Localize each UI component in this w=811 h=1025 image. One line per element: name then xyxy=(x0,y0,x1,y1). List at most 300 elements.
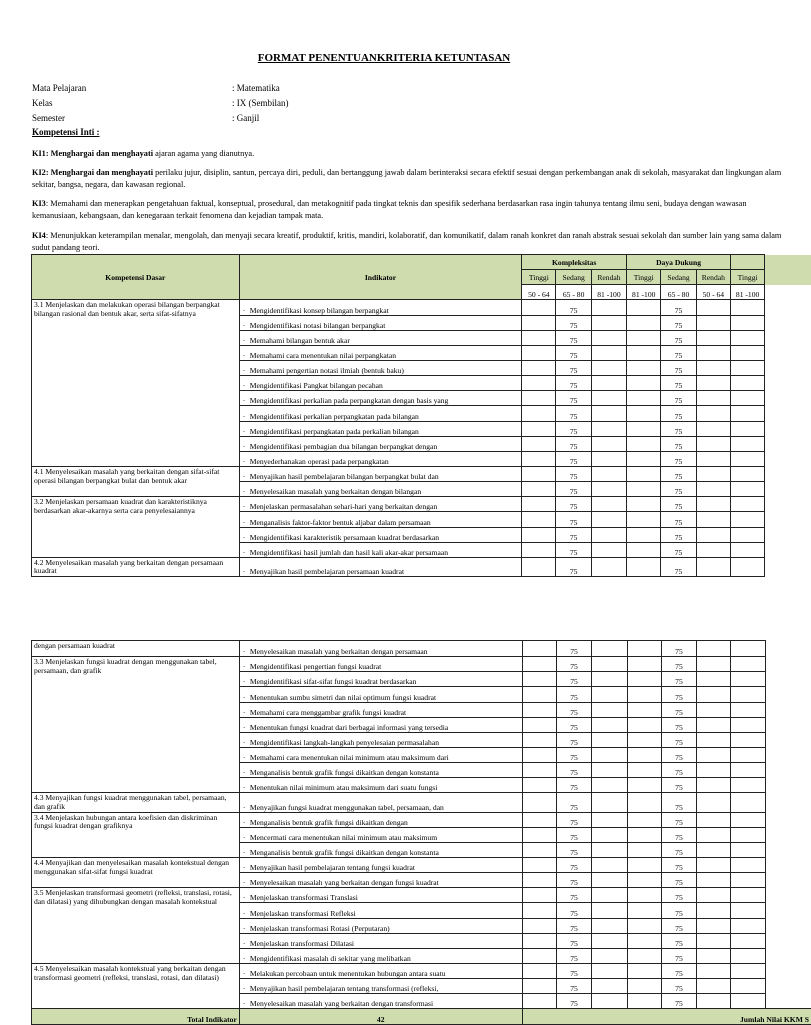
indikator-cell: · Mengidentifikasi perpangkatan pada perkalian bilangan xyxy=(239,421,522,436)
kompleksitas-sedang-cell: 75 xyxy=(556,542,591,557)
daya-dukung-rendah-cell xyxy=(697,702,731,717)
kompleksitas-sedang-cell: 75 xyxy=(556,300,591,315)
daya-dukung-rendah-cell xyxy=(697,641,731,657)
kompleksitas-tinggi-cell xyxy=(522,315,556,330)
kompleksitas-sedang-cell: 75 xyxy=(556,512,591,527)
kompleksitas-tinggi-cell xyxy=(522,557,556,576)
daya-dukung-rendah-cell xyxy=(697,979,731,994)
kompleksitas-sedang-cell: 75 xyxy=(556,778,591,793)
kompleksitas-rendah-cell xyxy=(592,903,627,918)
kompleksitas-sedang-cell: 75 xyxy=(556,391,591,406)
header-extra xyxy=(730,255,764,270)
daya-dukung-tinggi-cell xyxy=(627,641,661,657)
header-level: Rendah xyxy=(591,270,626,285)
header-level: Rendah xyxy=(696,270,730,285)
kompetensi-dasar-cell: dengan persamaan kuadrat xyxy=(32,641,240,657)
header-range: 81 -100 xyxy=(627,285,661,300)
daya-dukung-tinggi-cell xyxy=(627,702,661,717)
daya-dukung-rendah-cell xyxy=(696,512,730,527)
daya-dukung-sedang-cell: 75 xyxy=(661,527,696,542)
meta-value: : IX (Sembilan) xyxy=(232,98,289,108)
extra-cell xyxy=(731,979,765,994)
kompleksitas-tinggi-cell xyxy=(522,345,556,360)
extra-cell xyxy=(731,778,765,793)
spacer-cell xyxy=(765,641,811,657)
daya-dukung-sedang-cell: 75 xyxy=(661,376,696,391)
header-level: Sedang xyxy=(661,270,696,285)
kompleksitas-rendah-cell xyxy=(592,979,627,994)
daya-dukung-sedang-cell: 75 xyxy=(661,842,696,857)
daya-dukung-sedang-cell: 75 xyxy=(661,451,696,466)
indikator-cell: · Menyajikan hasil pembelajaran tentang fungsi kuadrat xyxy=(239,858,522,873)
kompleksitas-tinggi-cell xyxy=(522,360,556,375)
kompleksitas-sedang-cell: 75 xyxy=(556,933,591,948)
daya-dukung-sedang-cell: 75 xyxy=(661,747,696,762)
daya-dukung-tinggi-cell xyxy=(627,747,661,762)
page-title: FORMAT PENENTUANKRITERIA KETUNTASAN xyxy=(0,52,768,64)
spacer-cell xyxy=(765,687,811,702)
daya-dukung-sedang-cell: 75 xyxy=(661,717,696,732)
extra-cell xyxy=(731,873,765,888)
daya-dukung-sedang-cell: 75 xyxy=(661,330,696,345)
daya-dukung-tinggi-cell xyxy=(627,948,661,963)
spacer-cell xyxy=(765,717,811,732)
ki-item xyxy=(32,230,792,253)
daya-dukung-tinggi-cell xyxy=(627,376,661,391)
header-indikator: Indikator xyxy=(239,255,522,300)
kompleksitas-tinggi-cell xyxy=(522,827,556,842)
daya-dukung-tinggi-cell xyxy=(627,436,661,451)
kompleksitas-sedang-cell: 75 xyxy=(556,406,591,421)
daya-dukung-rendah-cell xyxy=(697,858,731,873)
indikator-cell: · Mengidentifikasi pengertian fungsi kuadrat xyxy=(239,657,522,672)
daya-dukung-sedang-cell: 75 xyxy=(661,466,696,481)
spacer-cell xyxy=(765,315,811,330)
spacer-cell xyxy=(765,451,811,466)
kompleksitas-tinggi-cell xyxy=(522,391,556,406)
kompleksitas-tinggi-cell xyxy=(522,778,556,793)
extra-cell xyxy=(731,793,765,812)
meta-value: : Matematika xyxy=(232,83,280,93)
meta-value: : Ganjil xyxy=(232,113,259,123)
extra-cell xyxy=(730,360,764,375)
kompleksitas-tinggi-cell xyxy=(522,436,556,451)
ki-text: ajaran agama yang dianutnya. xyxy=(153,149,254,158)
kompleksitas-sedang-cell: 75 xyxy=(556,842,591,857)
indikator-cell: · Menyelesaikan masalah yang berkaitan dengan transformasi xyxy=(239,994,522,1009)
spacer-cell xyxy=(765,873,811,888)
indikator-cell: · Menjelaskan transformasi Refleksi xyxy=(239,903,522,918)
indikator-cell: · Mengidentifikasi hasil jumlah dan hasil kali akar-akar persamaan xyxy=(239,542,522,557)
kompleksitas-rendah-cell xyxy=(592,827,627,842)
kompleksitas-sedang-cell: 75 xyxy=(556,421,591,436)
kompleksitas-sedang-cell: 75 xyxy=(556,994,591,1009)
spacer-cell xyxy=(765,542,811,557)
daya-dukung-tinggi-cell xyxy=(627,315,661,330)
daya-dukung-tinggi-cell xyxy=(627,527,661,542)
extra-cell xyxy=(731,657,765,672)
daya-dukung-sedang-cell: 75 xyxy=(661,315,696,330)
indikator-cell: · Memahami cara menentukan nilai minimum atau maksimum dari xyxy=(239,747,522,762)
kompleksitas-rendah-cell xyxy=(591,466,626,481)
table-row xyxy=(32,557,811,576)
spacer-cell xyxy=(765,497,811,512)
daya-dukung-tinggi-cell xyxy=(627,888,661,903)
daya-dukung-sedang-cell: 75 xyxy=(661,300,696,315)
kompleksitas-tinggi-cell xyxy=(522,812,556,827)
daya-dukung-sedang-cell: 75 xyxy=(661,994,696,1009)
daya-dukung-sedang-cell: 75 xyxy=(661,888,696,903)
spacer-cell xyxy=(765,948,811,963)
header-kompleksitas: Kompleksitas xyxy=(522,255,627,270)
kompleksitas-tinggi-cell xyxy=(522,376,556,391)
spacer-cell xyxy=(765,557,811,576)
meta-label: Kelas xyxy=(32,98,53,108)
daya-dukung-tinggi-cell xyxy=(627,918,661,933)
indikator-cell: · Menyelesaikan masalah yang berkaitan dengan bilangan xyxy=(239,482,522,497)
header-row-groups xyxy=(32,255,811,270)
kompleksitas-sedang-cell: 75 xyxy=(556,466,591,481)
daya-dukung-tinggi-cell xyxy=(627,421,661,436)
kompleksitas-rendah-cell xyxy=(592,858,627,873)
kompleksitas-sedang-cell: 75 xyxy=(556,948,591,963)
kompleksitas-rendah-cell xyxy=(591,360,626,375)
ki-item xyxy=(32,198,792,221)
daya-dukung-tinggi-cell xyxy=(627,330,661,345)
kompleksitas-sedang-cell: 75 xyxy=(556,702,591,717)
kompleksitas-sedang-cell: 75 xyxy=(556,557,591,576)
daya-dukung-rendah-cell xyxy=(697,827,731,842)
daya-dukung-tinggi-cell xyxy=(627,793,661,812)
kompleksitas-rendah-cell xyxy=(592,763,627,778)
kompleksitas-tinggi-cell xyxy=(522,979,556,994)
table-row xyxy=(32,657,811,672)
daya-dukung-sedang-cell: 75 xyxy=(661,436,696,451)
extra-cell xyxy=(731,812,765,827)
daya-dukung-tinggi-cell xyxy=(627,717,661,732)
indikator-cell: · Mengidentifikasi langkah-langkah penyelesaian permasalahan xyxy=(239,732,522,747)
kompleksitas-rendah-cell xyxy=(592,702,627,717)
kompleksitas-rendah-cell xyxy=(591,391,626,406)
daya-dukung-rendah-cell xyxy=(697,918,731,933)
header-level: Tinggi xyxy=(627,270,661,285)
kompleksitas-rendah-cell xyxy=(591,330,626,345)
ki-text: : Memahami dan menerapkan pengetahuan faktual, konseptual, prosedural, dan metakognitif pada tingkat teknis dan spesifik sederhana berdasarkan rasa ingin tahunya tentang ilmu seni, budaya dengan wawasan kemanusiaan, kebangsaan, dan kenegaraan terkait fenomena dan kejadian tampak mata. xyxy=(32,199,746,220)
kompleksitas-tinggi-cell xyxy=(522,918,556,933)
daya-dukung-rendah-cell xyxy=(697,994,731,1009)
extra-cell xyxy=(730,482,764,497)
daya-dukung-sedang-cell: 75 xyxy=(661,391,696,406)
header-kompetensi-dasar: Kompetensi Dasar xyxy=(32,255,240,300)
extra-cell xyxy=(731,858,765,873)
daya-dukung-tinggi-cell xyxy=(627,964,661,979)
indikator-cell: · Mencermati cara menentukan nilai minimum atau maksimum xyxy=(239,827,522,842)
meta-label: Semester xyxy=(32,113,65,123)
table-row xyxy=(32,964,811,979)
spacer-cell xyxy=(765,763,811,778)
spacer-cell xyxy=(765,330,811,345)
indikator-cell: · Mengidentifikasi masalah di sekitar yang melibatkan xyxy=(239,948,522,963)
daya-dukung-tinggi-cell xyxy=(627,842,661,857)
spacer-cell xyxy=(765,964,811,979)
daya-dukung-tinggi-cell xyxy=(627,482,661,497)
kompleksitas-rendah-cell xyxy=(592,948,627,963)
kompleksitas-rendah-cell xyxy=(592,994,627,1009)
extra-cell xyxy=(730,527,764,542)
kompleksitas-tinggi-cell xyxy=(522,842,556,857)
daya-dukung-tinggi-cell xyxy=(627,732,661,747)
kkm-table-page2 xyxy=(31,640,811,1025)
daya-dukung-tinggi-cell xyxy=(627,657,661,672)
table-row xyxy=(32,793,811,812)
header-daya-dukung: Daya Dukung xyxy=(627,255,731,270)
kompleksitas-sedang-cell: 75 xyxy=(556,451,591,466)
kompleksitas-rendah-cell xyxy=(592,732,627,747)
indikator-cell: · Menyajikan hasil pembelajaran bilangan berpangkat bulat dan xyxy=(239,466,522,481)
footer-total-label: Total Indikator xyxy=(32,1009,240,1024)
header-range: 65 - 80 xyxy=(661,285,696,300)
spacer-cell xyxy=(765,482,811,497)
extra-cell xyxy=(731,994,765,1009)
daya-dukung-tinggi-cell xyxy=(627,542,661,557)
indikator-cell: · Menganalisis faktor-faktor bentuk aljabar dalam persamaan xyxy=(239,512,522,527)
daya-dukung-tinggi-cell xyxy=(627,687,661,702)
header-range: 50 - 64 xyxy=(696,285,730,300)
kompleksitas-rendah-cell xyxy=(591,345,626,360)
spacer-cell xyxy=(765,793,811,812)
indikator-cell: · Memahami cara menentukan nilai perpangkatan xyxy=(239,345,522,360)
daya-dukung-sedang-cell: 75 xyxy=(661,497,696,512)
daya-dukung-rendah-cell xyxy=(696,315,730,330)
daya-dukung-rendah-cell xyxy=(696,497,730,512)
daya-dukung-rendah-cell xyxy=(697,793,731,812)
daya-dukung-sedang-cell: 75 xyxy=(661,778,696,793)
table-row xyxy=(32,641,811,657)
spacer-cell xyxy=(765,421,811,436)
indikator-cell: · Menjelaskan permasalahan sehari-hari yang berkaitan dengan xyxy=(239,497,522,512)
daya-dukung-rendah-cell xyxy=(696,406,730,421)
kompleksitas-rendah-cell xyxy=(592,778,627,793)
indikator-cell: · Menyelesaikan masalah yang berkaitan dengan fungsi kuadrat xyxy=(239,873,522,888)
kompleksitas-rendah-cell xyxy=(591,406,626,421)
daya-dukung-sedang-cell: 75 xyxy=(661,873,696,888)
daya-dukung-rendah-cell xyxy=(697,763,731,778)
daya-dukung-rendah-cell xyxy=(696,436,730,451)
extra-cell xyxy=(731,948,765,963)
kompleksitas-sedang-cell: 75 xyxy=(556,793,591,812)
daya-dukung-rendah-cell xyxy=(697,747,731,762)
daya-dukung-sedang-cell: 75 xyxy=(661,964,696,979)
extra-cell xyxy=(731,888,765,903)
daya-dukung-sedang-cell: 75 xyxy=(661,979,696,994)
indikator-cell: · Memahami pengertian notasi ilmiah (bentuk baku) xyxy=(239,360,522,375)
kompleksitas-tinggi-cell xyxy=(522,994,556,1009)
indikator-cell: · Mengidentifikasi pembagian dua bilangan berpangkat dengan xyxy=(239,436,522,451)
extra-cell xyxy=(730,330,764,345)
ki-bold: : Menghargai dan menghayati xyxy=(46,168,153,177)
daya-dukung-tinggi-cell xyxy=(627,557,661,576)
table-row xyxy=(32,888,811,903)
kompleksitas-tinggi-cell xyxy=(522,702,556,717)
daya-dukung-tinggi-cell xyxy=(627,827,661,842)
daya-dukung-sedang-cell: 75 xyxy=(661,482,696,497)
daya-dukung-tinggi-cell xyxy=(627,345,661,360)
kompleksitas-tinggi-cell xyxy=(522,964,556,979)
daya-dukung-tinggi-cell xyxy=(627,497,661,512)
kompleksitas-sedang-cell: 75 xyxy=(556,360,591,375)
indikator-cell: · Menjelaskan transformasi Rotasi (Perputaran) xyxy=(239,918,522,933)
kompleksitas-tinggi-cell xyxy=(522,672,556,687)
indikator-cell: · Menganalisis bentuk grafik fungsi dikaitkan dengan konstanta xyxy=(239,763,522,778)
kompleksitas-rendah-cell xyxy=(592,672,627,687)
daya-dukung-sedang-cell: 75 xyxy=(661,557,696,576)
indikator-cell: · Menganalisis bentuk grafik fungsi dikaitkan dengan xyxy=(239,812,522,827)
kompleksitas-rendah-cell xyxy=(591,512,626,527)
extra-cell xyxy=(731,842,765,857)
daya-dukung-sedang-cell: 75 xyxy=(661,827,696,842)
daya-dukung-rendah-cell xyxy=(697,948,731,963)
kompleksitas-tinggi-cell xyxy=(522,512,556,527)
kompleksitas-sedang-cell: 75 xyxy=(556,482,591,497)
kompetensi-dasar-cell: 3.2 Menjelaskan persamaan kuadrat dan karakteristiknya berdasarkan akar-akarnya serta cara penyelesaiannya xyxy=(32,497,240,558)
table-row xyxy=(32,300,811,315)
footer-total-count: 42 xyxy=(239,1009,522,1024)
kompleksitas-sedang-cell: 75 xyxy=(556,315,591,330)
kompleksitas-sedang-cell: 75 xyxy=(556,903,591,918)
kompleksitas-sedang-cell: 75 xyxy=(556,641,591,657)
kompetensi-dasar-cell: 4.1 Menyelesaikan masalah yang berkaitan dengan sifat-sifat operasi bilangan berpangkat bulat dan bentuk akar xyxy=(32,466,240,496)
header-extra xyxy=(765,285,811,300)
daya-dukung-rendah-cell xyxy=(697,903,731,918)
kompleksitas-tinggi-cell xyxy=(522,948,556,963)
daya-dukung-sedang-cell: 75 xyxy=(661,421,696,436)
spacer-cell xyxy=(765,933,811,948)
spacer-cell xyxy=(765,888,811,903)
daya-dukung-rendah-cell xyxy=(697,657,731,672)
spacer-cell xyxy=(765,994,811,1009)
daya-dukung-tinggi-cell xyxy=(627,933,661,948)
indikator-cell: · Menjelaskan transformasi Dilatasi xyxy=(239,933,522,948)
kkm-table-page1 xyxy=(31,254,811,577)
kompleksitas-rendah-cell xyxy=(591,421,626,436)
kompleksitas-rendah-cell xyxy=(592,657,627,672)
kompleksitas-rendah-cell xyxy=(592,717,627,732)
kompetensi-dasar-cell: 4.2 Menyelesaikan masalah yang berkaitan dengan persamaan kuadrat xyxy=(32,557,240,576)
ki-item xyxy=(32,148,792,160)
kompleksitas-tinggi-cell xyxy=(522,793,556,812)
spacer-cell xyxy=(765,466,811,481)
ki-text: : Menunjukkan keterampilan menalar, mengolah, dan menyaji secara kreatif, produktif, kritis, mandiri, kolaboratif, dan komunikatif, dalam ranah konkret dan ranah abstrak sesuai sekolah dan sumber lain yang sama dalam sudut pandang teori. xyxy=(32,231,781,252)
daya-dukung-tinggi-cell xyxy=(627,391,661,406)
kompleksitas-rendah-cell xyxy=(592,842,627,857)
kompetensi-dasar-cell: 4.4 Menyajikan dan menyelesaikan masalah kontekstual dengan menggunakan sifat-sifat fungsi kuadrat xyxy=(32,858,240,888)
header-level: Tinggi xyxy=(730,270,764,285)
daya-dukung-sedang-cell: 75 xyxy=(661,512,696,527)
footer-row xyxy=(32,1009,811,1024)
daya-dukung-rendah-cell xyxy=(697,672,731,687)
extra-cell xyxy=(731,687,765,702)
daya-dukung-rendah-cell xyxy=(697,873,731,888)
kompleksitas-rendah-cell xyxy=(591,542,626,557)
header-level: Tinggi xyxy=(522,270,556,285)
indikator-cell: · Memahami cara menggambar grafik fungsi kuadrat xyxy=(239,702,522,717)
daya-dukung-rendah-cell xyxy=(697,812,731,827)
kompleksitas-tinggi-cell xyxy=(522,763,556,778)
spacer-cell xyxy=(765,812,811,827)
kompleksitas-sedang-cell: 75 xyxy=(556,858,591,873)
kompleksitas-sedang-cell: 75 xyxy=(556,717,591,732)
kompleksitas-tinggi-cell xyxy=(522,421,556,436)
daya-dukung-tinggi-cell xyxy=(627,763,661,778)
spacer-cell xyxy=(765,527,811,542)
kompleksitas-sedang-cell: 75 xyxy=(556,888,591,903)
kompleksitas-sedang-cell: 75 xyxy=(556,827,591,842)
ki-text: perilaku jujur, disiplin, santun, percaya diri, peduli, dan bertanggung jawab dalam berinteraksi secara efektif sesuai dengan perkembangan anak di sekolah, masyarakat dan lingkungan alam sekitar, bangsa, negara, dan kawasan regional. xyxy=(32,168,781,189)
kompleksitas-tinggi-cell xyxy=(522,482,556,497)
daya-dukung-rendah-cell xyxy=(697,842,731,857)
daya-dukung-tinggi-cell xyxy=(627,451,661,466)
meta-label: Mata Pelajaran xyxy=(32,83,86,93)
table-row xyxy=(32,858,811,873)
indikator-cell: · Mengidentifikasi Pangkat bilangan pecahan xyxy=(239,376,522,391)
kompleksitas-rendah-cell xyxy=(592,964,627,979)
spacer-cell xyxy=(765,778,811,793)
kompleksitas-rendah-cell xyxy=(592,888,627,903)
kompleksitas-sedang-cell: 75 xyxy=(556,732,591,747)
kompleksitas-rendah-cell xyxy=(591,497,626,512)
indikator-cell: · Menyajikan hasil pembelajaran tentang transformasi (refleksi, xyxy=(239,979,522,994)
daya-dukung-rendah-cell xyxy=(696,345,730,360)
indikator-cell: · Menyelesaikan masalah yang berkaitan dengan persamaan xyxy=(239,641,522,657)
spacer-cell xyxy=(765,512,811,527)
extra-cell xyxy=(730,557,764,576)
kompleksitas-tinggi-cell xyxy=(522,527,556,542)
header-extra xyxy=(765,255,811,270)
kompleksitas-tinggi-cell xyxy=(522,657,556,672)
daya-dukung-sedang-cell: 75 xyxy=(661,641,696,657)
kompleksitas-rendah-cell xyxy=(591,300,626,315)
daya-dukung-sedang-cell: 75 xyxy=(661,903,696,918)
daya-dukung-sedang-cell: 75 xyxy=(661,948,696,963)
daya-dukung-sedang-cell: 75 xyxy=(661,763,696,778)
kompleksitas-sedang-cell: 75 xyxy=(556,979,591,994)
kompetensi-dasar-cell: 3.4 Menjelaskan hubungan antara koefisien dan diskriminan fungsi kuadrat dengan grafiknya xyxy=(32,812,240,857)
spacer-cell xyxy=(765,979,811,994)
kompleksitas-sedang-cell: 75 xyxy=(556,345,591,360)
daya-dukung-rendah-cell xyxy=(696,482,730,497)
daya-dukung-tinggi-cell xyxy=(627,300,661,315)
daya-dukung-tinggi-cell xyxy=(627,903,661,918)
kompleksitas-rendah-cell xyxy=(592,933,627,948)
kompleksitas-sedang-cell: 75 xyxy=(556,657,591,672)
ki-bold: : Menghargai dan menghayati xyxy=(46,149,153,158)
extra-cell xyxy=(730,315,764,330)
extra-cell xyxy=(731,672,765,687)
daya-dukung-tinggi-cell xyxy=(627,979,661,994)
kompleksitas-tinggi-cell xyxy=(522,873,556,888)
daya-dukung-sedang-cell: 75 xyxy=(661,406,696,421)
indikator-cell: · Menentukan fungsi kuadrat dari berbagai informasi yang tersedia xyxy=(239,717,522,732)
daya-dukung-sedang-cell: 75 xyxy=(661,360,696,375)
kompleksitas-rendah-cell xyxy=(592,918,627,933)
extra-cell xyxy=(730,376,764,391)
extra-cell xyxy=(731,747,765,762)
ki-heading: Kompetensi Inti : xyxy=(32,127,100,137)
daya-dukung-tinggi-cell xyxy=(627,858,661,873)
daya-dukung-rendah-cell xyxy=(696,300,730,315)
header-level: Sedang xyxy=(556,270,591,285)
extra-cell xyxy=(730,421,764,436)
